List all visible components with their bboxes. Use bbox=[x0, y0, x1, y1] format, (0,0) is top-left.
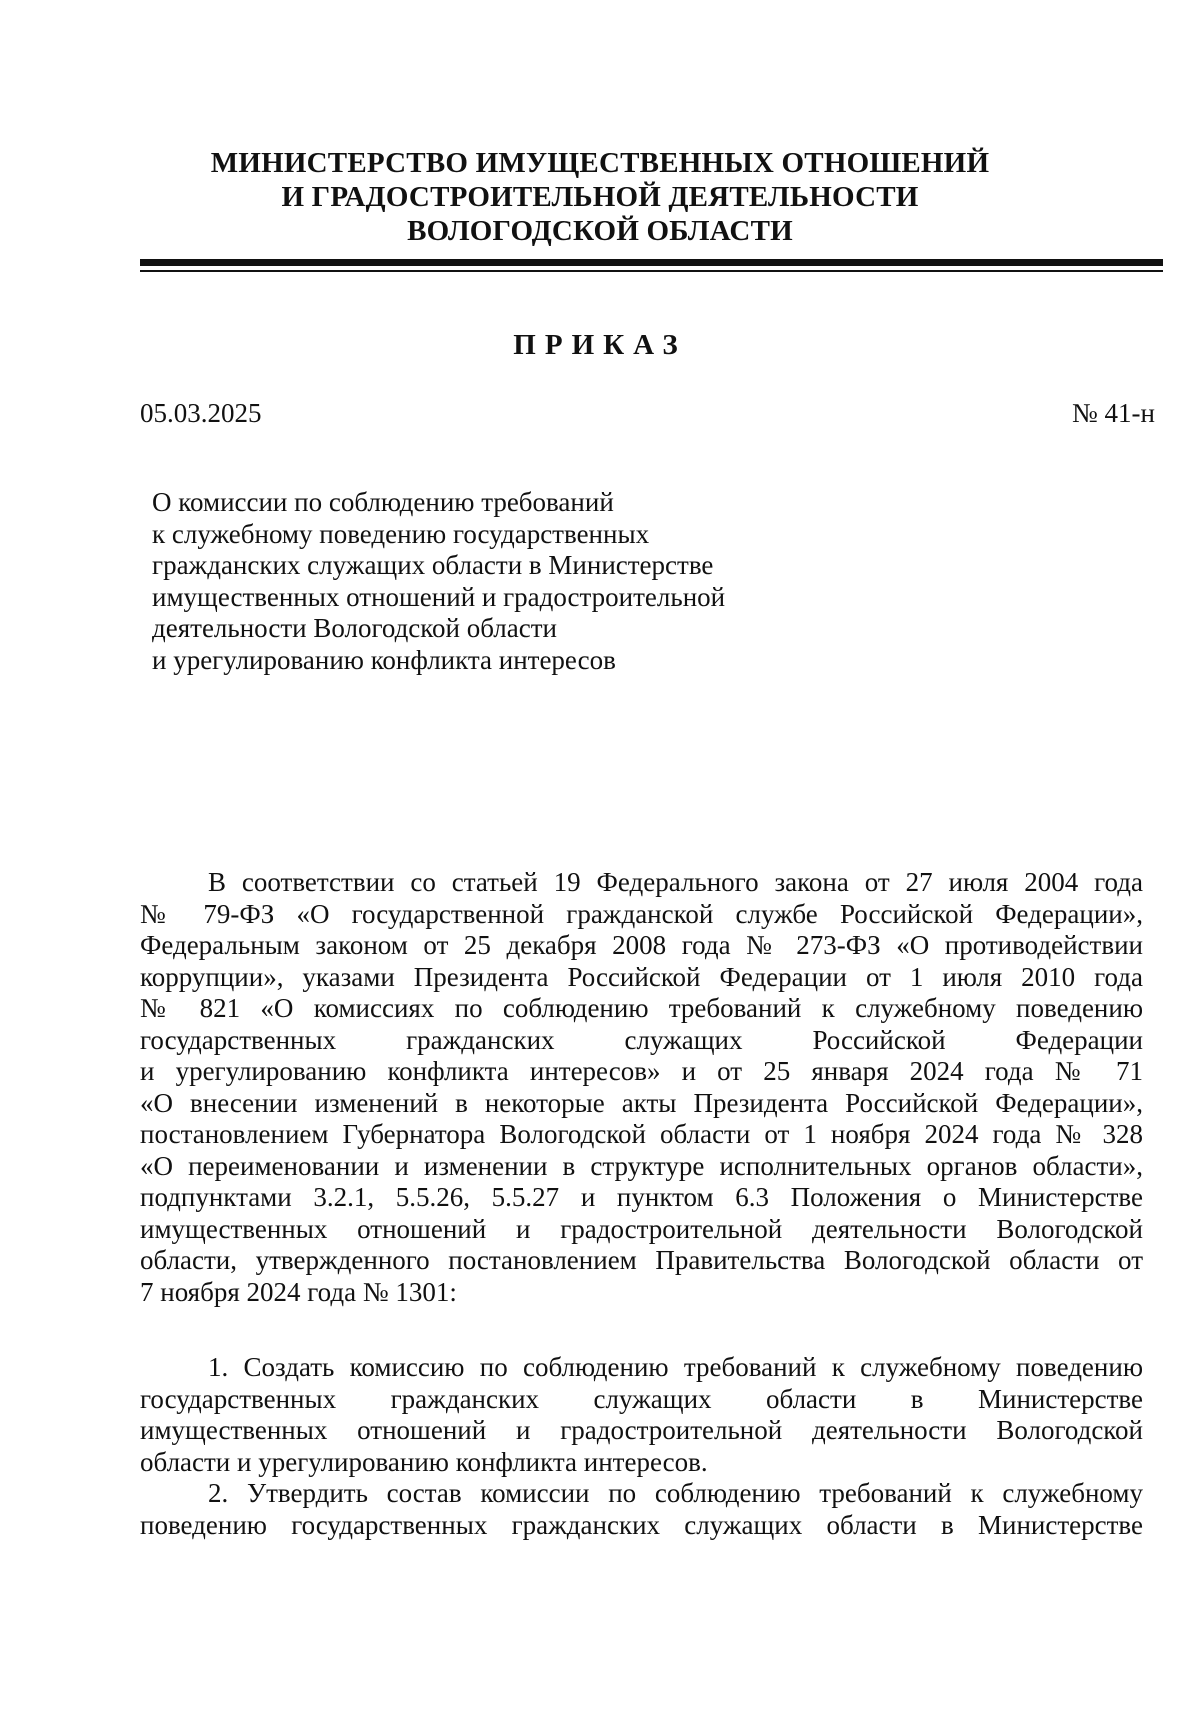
item-1-line: имущественных отношений и градостроительной деятельности Вологодской bbox=[140, 1415, 1143, 1445]
preamble-line: области, утвержденного постановлением Правительства Вологодской области от bbox=[140, 1245, 1143, 1275]
header-divider-thick bbox=[140, 259, 1163, 266]
preamble-line: имущественных отношений и градостроительной деятельности Вологодской bbox=[140, 1213, 1143, 1244]
title-line: имущественных отношений и градостроительной bbox=[152, 581, 726, 612]
preamble-line: № 79-ФЗ «О государственной гражданской службе Российской Федерации», bbox=[140, 898, 1143, 929]
preamble-paragraph bbox=[140, 867, 1143, 1308]
preamble-line: Федеральным законом от 25 декабря 2008 года № 273-ФЗ «О противодействии bbox=[140, 930, 1143, 960]
header-divider-thin bbox=[140, 270, 1163, 272]
preamble-line: постановлением Губернатора Вологодской области от 1 ноября 2024 года № 328 bbox=[140, 1119, 1143, 1149]
order-item-1 bbox=[140, 1352, 1143, 1478]
item-2-line: поведению государственных гражданских служащих области в Министерстве bbox=[140, 1509, 1143, 1540]
document-type-heading: ПРИКАЗ bbox=[513, 329, 687, 361]
preamble-line: государственных гражданских служащих Российской Федерации bbox=[140, 1024, 1143, 1055]
order-item-2 bbox=[140, 1478, 1143, 1541]
preamble-line: В соответствии со статьей 19 Федерального закона от 27 июля 2004 года bbox=[208, 867, 1143, 897]
ministry-header-line-2: И ГРАДОСТРОИТЕЛЬНОЙ ДЕЯТЕЛЬНОСТИ bbox=[281, 181, 919, 213]
preamble-line: № 821 «О комиссиях по соблюдению требований к служебному поведению bbox=[140, 993, 1143, 1023]
item-1-line: области и урегулированию конфликта интересов. bbox=[140, 1446, 708, 1477]
title-line: деятельности Вологодской области bbox=[152, 613, 557, 643]
document-date: 05.03.2025 bbox=[140, 398, 262, 428]
preamble-line: 7 ноября 2024 года № 1301: bbox=[140, 1276, 457, 1307]
ministry-header-line-3: ВОЛОГОДСКОЙ ОБЛАСТИ bbox=[407, 215, 793, 247]
preamble-line: и урегулированию конфликта интересов» и от 25 января 2024 года № 71 bbox=[140, 1056, 1143, 1086]
ministry-header-line-1: МИНИСТЕРСТВО ИМУЩЕСТВЕННЫХ ОТНОШЕНИЙ bbox=[210, 147, 990, 179]
preamble-line: «О переименовании и изменении в структуре исполнительных органов области», bbox=[140, 1150, 1143, 1181]
document-number: № 41-н bbox=[1072, 398, 1155, 428]
item-1-line: государственных гражданских служащих области в Министерстве bbox=[140, 1383, 1143, 1414]
title-line: к служебному поведению государственных bbox=[152, 518, 650, 549]
preamble-line: «О внесении изменений в некоторые акты Президента Российской Федерации», bbox=[140, 1087, 1143, 1118]
document-title bbox=[152, 487, 792, 676]
preamble-line: подпунктами 3.2.1, 5.5.26, 5.5.27 и пунктом 6.3 Положения о Министерстве bbox=[140, 1182, 1143, 1212]
ministry-header bbox=[0, 146, 1200, 248]
title-line: гражданских служащих области в Министерстве bbox=[152, 550, 714, 580]
preamble-line: коррупции», указами Президента Российской Федерации от 1 июля 2010 года bbox=[140, 961, 1143, 992]
item-1-line: 1. Создать комиссию по соблюдению требований к служебному поведению bbox=[208, 1352, 1143, 1382]
item-2-line: 2. Утвердить состав комиссии по соблюдению требований к служебному bbox=[208, 1478, 1143, 1508]
title-line: и урегулированию конфликта интересов bbox=[152, 644, 616, 675]
title-line: О комиссии по соблюдению требований bbox=[152, 487, 614, 517]
